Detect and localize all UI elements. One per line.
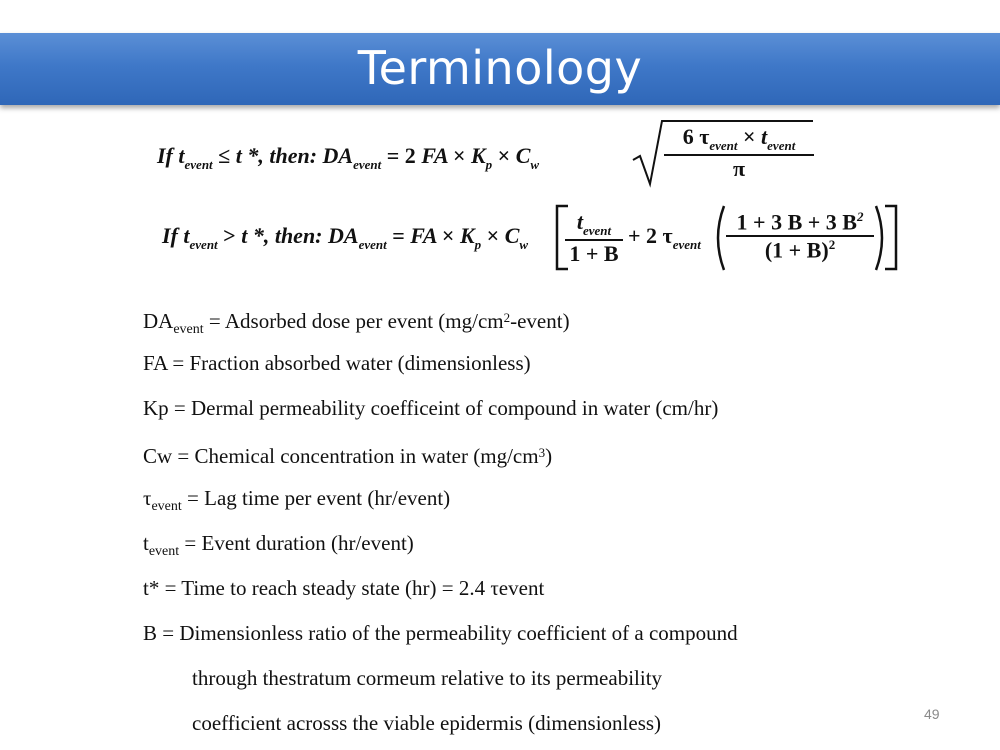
- fraction-t-over-1plusB: $t_{event}$ 1 + B: [565, 209, 623, 267]
- definition-cw: Cw = Chemical concentration in water $(mg/cm^3)$: [143, 444, 553, 468]
- left-paren: [712, 203, 726, 273]
- definition-da-event: $DA_{event}$ = Adsorbed dose per event $(mg/cm^2-event)$: [143, 309, 570, 337]
- definition-tau-event: $\tau_{event}$ = Lag time per event (hr/event): [143, 486, 451, 514]
- plus-two-tau: + 2 $\tau_{event}$: [628, 223, 701, 252]
- definition-b-line2: through thestratum cormeum relative to its permeability: [192, 666, 663, 690]
- page-number: 49: [924, 706, 940, 722]
- right-bracket: [883, 203, 899, 273]
- formula2-condition: If $t_{event} > t$ *, then: $DA_{event}$ = FA × $K_p \times C_w$: [162, 223, 529, 252]
- definition-b-line3: coefficient acrosss the viable epidermis (dimensionless): [192, 711, 662, 735]
- definition-b-line1: B = Dimensionless ratio of the permeability coefficient of a compound: [143, 621, 738, 645]
- title-bar: [0, 33, 1000, 105]
- definitions-list: [143, 300, 903, 750]
- definition-fa: FA = Fraction absorbed water (dimensionless): [143, 351, 531, 375]
- definition-t-star: t* = Time to reach steady state (hr) = 2.4 τevent: [143, 576, 545, 600]
- definition-kp: Kp = Dermal permeability coefficeint of compound in water (cm/hr): [143, 396, 719, 420]
- slide-title: Terminology: [357, 41, 643, 95]
- definition-t-event: $t_{event}$ = Event duration (hr/event): [143, 531, 414, 559]
- sqrt-fraction: 6 $\tau_{event} \times t_{event}$ π: [664, 124, 814, 182]
- fraction-B-terms: 1 + 3 B + 3 $B^2$ $(1 + B)^2$: [726, 209, 874, 264]
- formula1-condition: If $t_{event} \le t$ *, then: $DA_{event} = 2$ FA × $K_p \times C_w$: [157, 143, 540, 172]
